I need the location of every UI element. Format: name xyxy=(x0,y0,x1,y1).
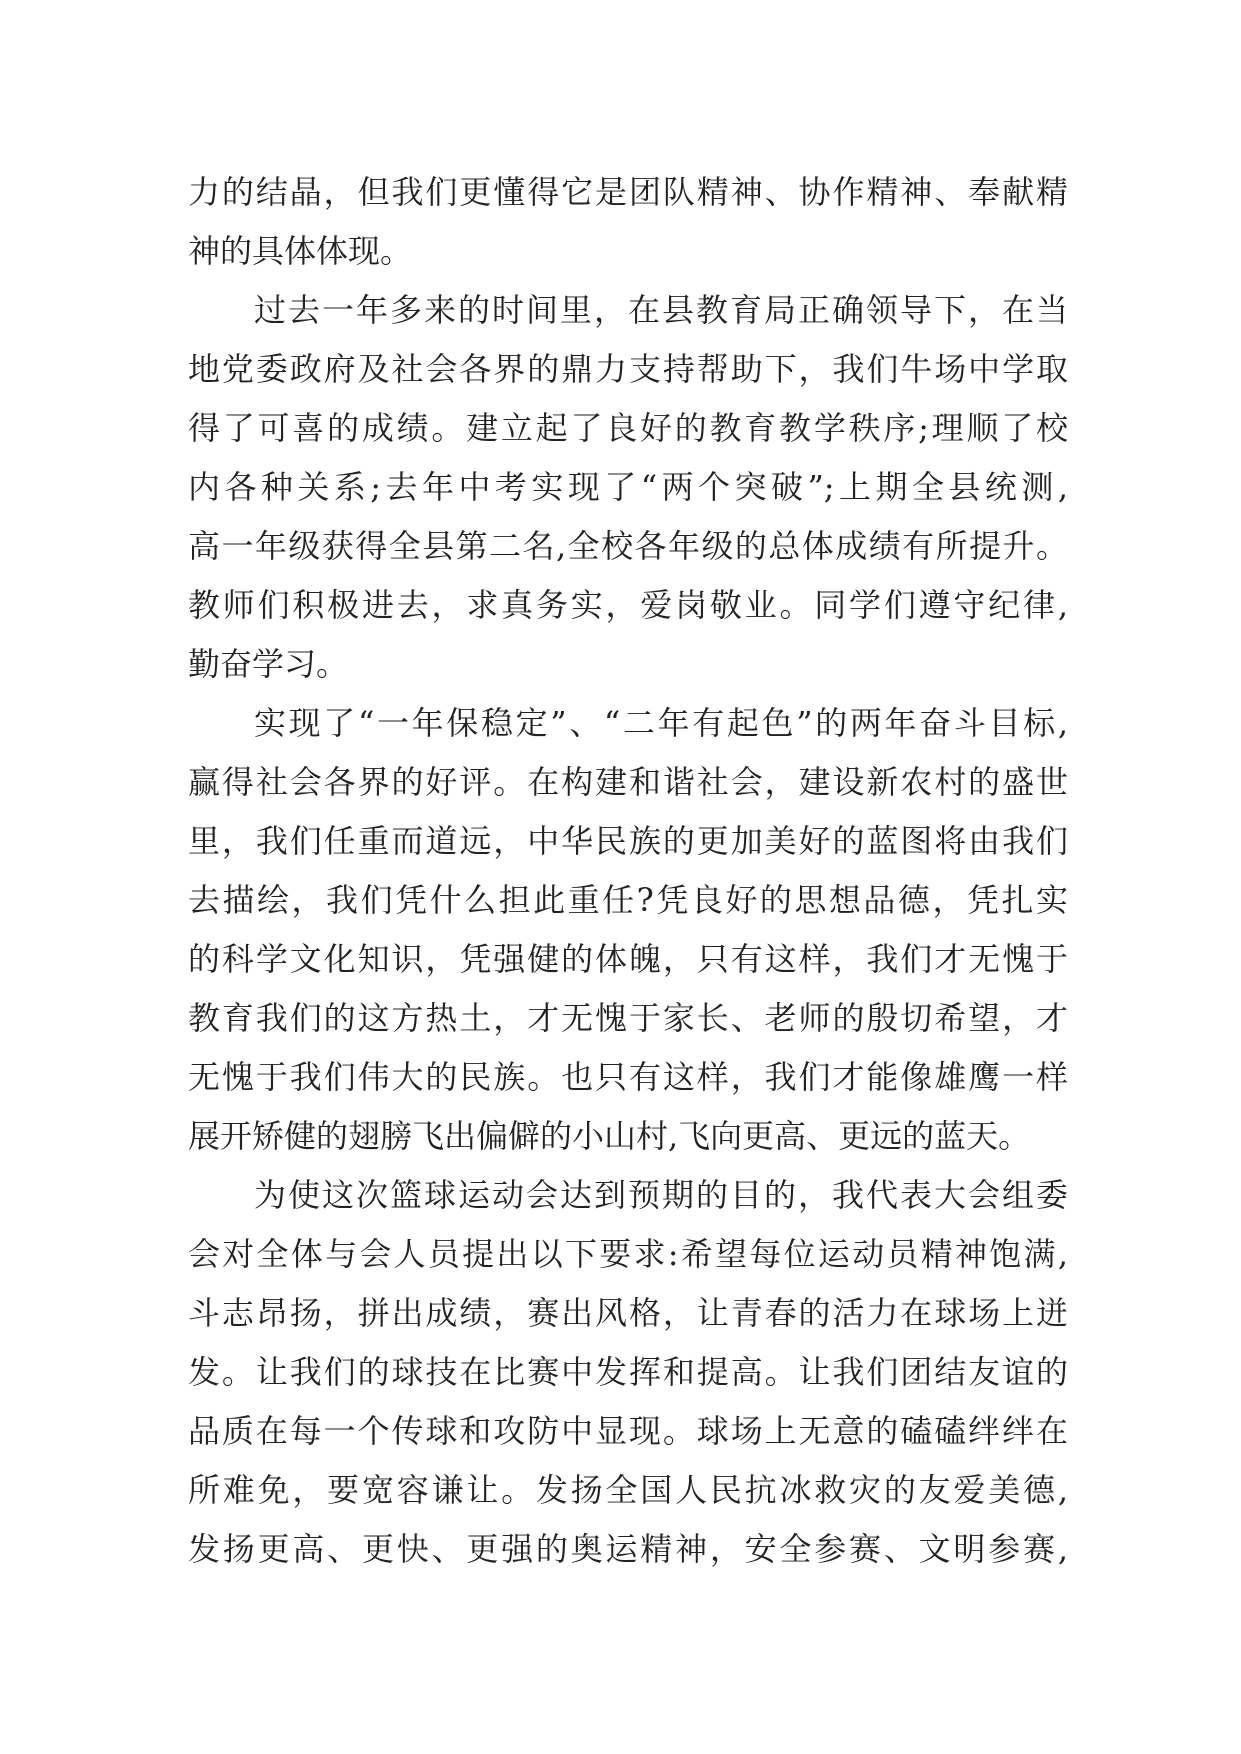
text-line: 斗志昂扬，拼出成绩，赛出风格，让青春的活力在球场上迸 xyxy=(188,1294,1068,1332)
text-line: 勤奋学习。 xyxy=(188,645,349,683)
text-line: 教师们积极进去，求真务实，爱岗敬业。同学们遵守纪律, xyxy=(188,586,1068,624)
text-line: 会对全体与会人员提出以下要求:希望每位运动员精神饱满, xyxy=(188,1235,1068,1273)
text-line: 所难免，要宽容谦让。发扬全国人民抗冰救灾的友爱美德, xyxy=(188,1471,1068,1509)
text-line: 无愧于我们伟大的民族。也只有这样，我们才能像雄鹰一样 xyxy=(188,1058,1068,1096)
text-line: 的科学文化知识，凭强健的体魄，只有这样，我们才无愧于 xyxy=(188,940,1068,978)
text-line: 得了可喜的成绩。建立起了良好的教育教学秩序;理顺了校 xyxy=(188,409,1068,447)
text-line: 里，我们任重而道远，中华民族的更加美好的蓝图将由我们 xyxy=(188,822,1068,860)
text-line: 内各种关系;去年中考实现了“两个突破”;上期全县统测, xyxy=(188,468,1068,506)
text-line: 去描绘，我们凭什么担此重任?凭良好的思想品德，凭扎实 xyxy=(188,881,1068,919)
text-line: 发。让我们的球技在比赛中发挥和提高。让我们团结友谊的 xyxy=(188,1353,1068,1391)
text-line: 力的结晶，但我们更懂得它是团队精神、协作精神、奉献精 xyxy=(188,173,1068,211)
text-line: 神的具体体现。 xyxy=(188,232,413,270)
text-line: 展开矫健的翅膀飞出偏僻的小山村,飞向更高、更远的蓝天。 xyxy=(188,1117,1031,1155)
body-text xyxy=(188,163,1068,1579)
text-line: 过去一年多来的时间里，在县教育局正确领导下，在当 xyxy=(254,291,1068,329)
text-line: 赢得社会各界的好评。在构建和谐社会，建设新农村的盛世 xyxy=(188,763,1068,801)
text-line: 高一年级获得全县第二名,全校各年级的总体成绩有所提升。 xyxy=(188,527,1068,565)
text-line: 教育我们的这方热土，才无愧于家长、老师的殷切希望，才 xyxy=(188,999,1068,1037)
text-line: 为使这次篮球运动会达到预期的目的，我代表大会组委 xyxy=(254,1176,1068,1214)
text-line: 发扬更高、更快、更强的奥运精神，安全参赛、文明参赛, xyxy=(188,1530,1068,1568)
text-line: 地党委政府及社会各界的鼎力支持帮助下，我们牛场中学取 xyxy=(188,350,1068,388)
text-line: 品质在每一个传球和攻防中显现。球场上无意的磕磕绊绊在 xyxy=(188,1412,1068,1450)
text-line: 实现了“一年保稳定”、“二年有起色”的两年奋斗目标, xyxy=(254,704,1068,742)
